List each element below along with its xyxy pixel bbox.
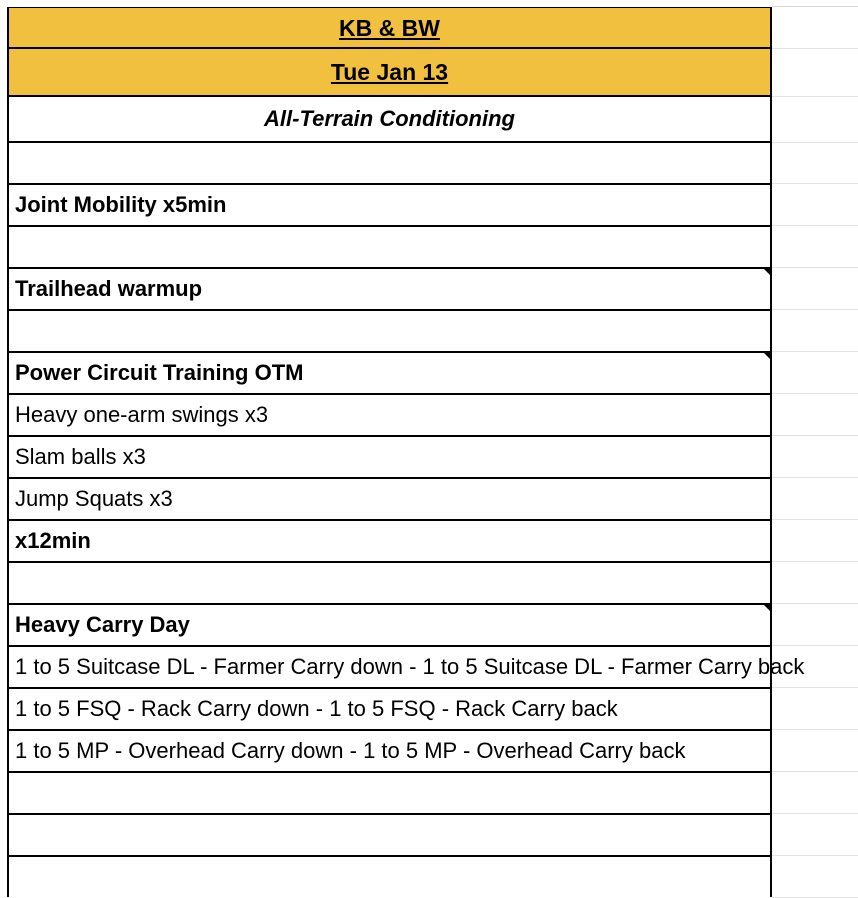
- cell-text: Heavy Carry Day: [15, 612, 190, 637]
- gridline: [772, 855, 858, 856]
- sheet-cell[interactable]: [7, 143, 772, 185]
- sheet-cell[interactable]: [7, 689, 772, 731]
- cell-text: Slam balls x3: [15, 444, 146, 469]
- cell-header-date[interactable]: [7, 49, 772, 97]
- gridline: [772, 687, 858, 688]
- subtitle: All-Terrain Conditioning: [264, 106, 515, 131]
- cell-text: Trailhead warmup: [15, 276, 203, 301]
- cell-text: Power Circuit Training OTM: [15, 360, 304, 385]
- gridline: [772, 225, 858, 226]
- header-title: KB & BW: [339, 15, 440, 41]
- sheet-cell[interactable]: [7, 773, 772, 815]
- gridline: [772, 771, 858, 772]
- sheet-cell[interactable]: [7, 647, 805, 689]
- sheet-cell[interactable]: [7, 479, 772, 521]
- cell-text: 1 to 5 FSQ - Rack Carry down - 1 to 5 FSQ - Rack Carry back: [15, 696, 618, 721]
- gridline: [772, 519, 858, 520]
- gridline: [772, 561, 858, 562]
- cell-text: [9, 318, 15, 343]
- gridline: [772, 267, 858, 268]
- gridline: [772, 813, 858, 814]
- cell-text: [9, 570, 15, 595]
- cell-text: x12min: [15, 528, 91, 553]
- sheet-cell[interactable]: [7, 605, 772, 647]
- sheet-cell[interactable]: [7, 815, 772, 857]
- sheet-cell[interactable]: [7, 311, 772, 353]
- comment-indicator-icon[interactable]: [762, 351, 772, 361]
- gridline: [772, 603, 858, 604]
- gridline: [772, 183, 858, 184]
- sheet-cell[interactable]: [7, 521, 772, 563]
- gridline: [772, 96, 858, 97]
- cell-text: 1 to 5 Suitcase DL - Farmer Carry down - 1 to 5 Suitcase DL - Farmer Carry back: [15, 654, 805, 679]
- sheet-cell[interactable]: [7, 269, 772, 311]
- gridline: [772, 729, 858, 730]
- sheet-cell[interactable]: [7, 395, 772, 437]
- cell-text: Joint Mobility x5min: [15, 192, 227, 217]
- cell-text: [9, 234, 15, 259]
- gridline: [772, 142, 858, 143]
- gridline: [772, 393, 858, 394]
- gridline: [772, 645, 858, 646]
- sheet-cell[interactable]: [7, 437, 772, 479]
- comment-indicator-icon[interactable]: [762, 267, 772, 277]
- sheet-cell[interactable]: [7, 185, 772, 227]
- gridline: [772, 477, 858, 478]
- comment-indicator-icon[interactable]: [762, 603, 772, 613]
- cell-header-title[interactable]: [7, 7, 772, 49]
- cell-text: 1 to 5 MP - Overhead Carry down - 1 to 5 MP - Overhead Carry back: [15, 738, 686, 763]
- cell-text: Heavy one-arm swings x3: [15, 402, 269, 427]
- gridline: [772, 309, 858, 310]
- cell-subtitle[interactable]: [7, 97, 772, 143]
- cell-text: [9, 150, 15, 175]
- cell-text: Jump Squats x3: [15, 486, 173, 511]
- sheet-cell[interactable]: [7, 353, 772, 395]
- gridline: [772, 48, 858, 49]
- header-date: Tue Jan 13: [330, 59, 449, 85]
- gridline: [772, 6, 858, 7]
- gridline: [772, 351, 858, 352]
- cell-text: [9, 864, 15, 889]
- sheet-cell[interactable]: [7, 857, 772, 897]
- cell-text: [9, 822, 15, 847]
- cell-text: [9, 780, 15, 805]
- gridline: [772, 435, 858, 436]
- sheet-cell[interactable]: [7, 227, 772, 269]
- sheet-cell[interactable]: [7, 731, 772, 773]
- sheet-cell[interactable]: [7, 563, 772, 605]
